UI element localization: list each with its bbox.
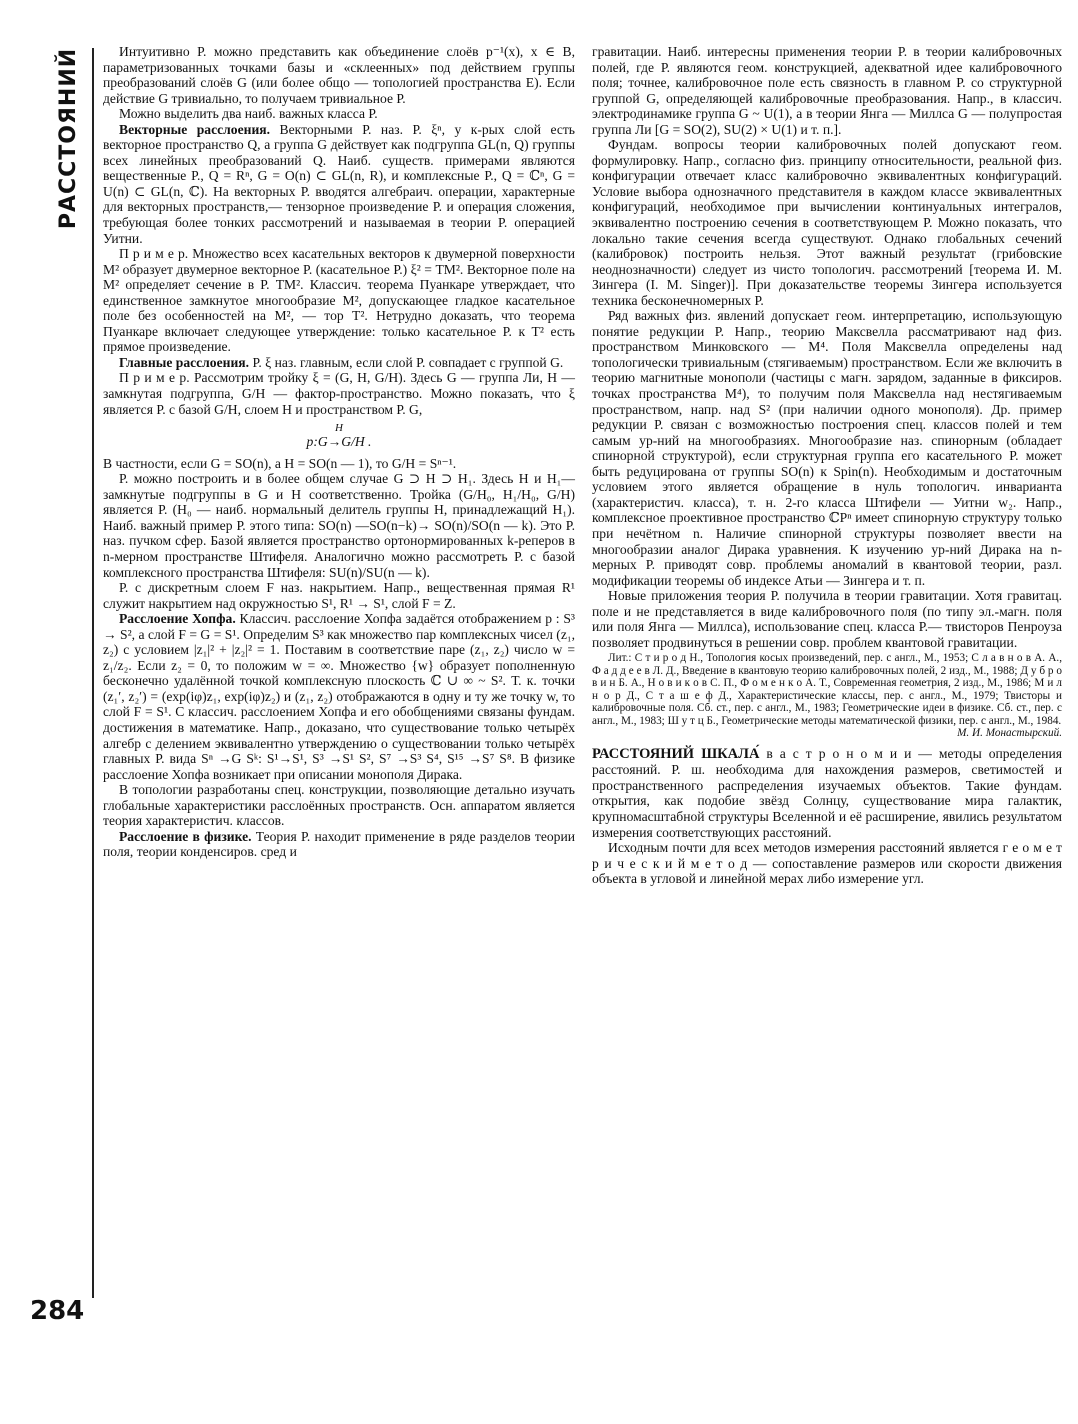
left-column: [103, 44, 575, 860]
paragraph: [592, 137, 1062, 308]
entry-text: в а с т р о н о м и и — методы определения расстояний. Р. ш. необходима для нахождения размеров, светимостей и пространственного распределения изучаемых объектов. Такие фундам. открытия, как подобие звёзд Солнцу, существование мира галактик, крупномасштабной структуры Вселенной и её расширение, явились результатом измерения соответствующих расстояний.: [592, 745, 1062, 840]
paragraph: [103, 611, 575, 782]
paragraph-text: Ряд важных физ. явлений допускает геом. интерпретацию, использующую понятие редукции Р. Напр., теорию Максвелла рассматривают над физ. пространством Минковского — M⁴. Поля Максвелла определены над топологически тривиальным (стягиваемым) пространством. Если же включить в теорию магнитные монополи (частицы с магн. зарядом, заданные в фиксиров. точках пространства M⁴), то получим поля Максвелла над нестягиваемым пространством, напр. над S² (при наличии одного монополя). Др. пример редукции Р. связан с возможностью построения спец. классов полей и тем самым ур-ний на многообразиях. Многообразие наз. спинорным (обладает спинорной структурой), если структурная группа его касательного Р. может быть редуцирована от группы SO(n) к Spin(n). Необходимым и достаточным условием этого является обращение в нуль топологич. инварианта (характеристич. класса), т. н. 2-го класса Штифели — Уитни w₂. Напр., комплексное проективное пространство ℂPⁿ имеет спинорную структуру только при нечётном n. Наличие спинорной структуры позволяет ввести на многообразии аналог Дирака уравнения. К изучению ур-ний Дирака на n-мерных Р. приводят совр. проблемы аномалий в квантовой теории, разл. модификации теоремы об индексе Атьи — Зингера и т. п.: [592, 308, 1062, 588]
paragraph: [103, 370, 575, 417]
article-author: М. И. Монастырский.: [957, 727, 1062, 740]
encyclopedia-entry: [592, 746, 1062, 840]
paragraph: [103, 44, 575, 106]
paragraph: [103, 829, 575, 860]
paragraph-text: В частности, если G = SO(n), а H = SO(n — 1), то G/H = Sⁿ⁻¹.: [103, 455, 457, 471]
paragraph-text: Фундам. вопросы теории калибровочных полей допускают геом. формулировку. Напр., согласно физ. принципу относительности, реальной физ. конфигурации отвечает класс калибровочно эквивалентных конфигураций. Условие выбора однозначного представителя в каждом классе эквивалентных конфигураций, необходимое при вычислении континуальных интегралов, эквивалентно построению сечения в соответствующем Р. Можно показать, что локально такие сечения всегда существуют. Однако глобальных сечений (калибровок) построить нельзя. Этот важный результат (грибовские неоднозначности) следует из чисто топологич. рассмотрений [теорема И. М. Зингера (I. M. Singer)]. При доказательстве теоремы Зингера используется техника бесконечномерных Р.: [592, 137, 1062, 308]
entry-term: РАССТОЯНИЙ ШКАЛА́: [592, 745, 760, 762]
subsection-heading: Векторные расслоения.: [119, 121, 271, 137]
bibliography: [592, 652, 1062, 740]
formula: [103, 423, 575, 450]
right-column: [592, 44, 1062, 887]
page-number: 284: [30, 1296, 85, 1326]
paragraph: [103, 456, 575, 472]
subsection-heading: Расслоение Хопфа.: [119, 611, 236, 627]
paragraph-text: Можно выделить два наиб. важных класса Р.: [119, 106, 378, 122]
paragraph: [592, 588, 1062, 650]
paragraph-text: П р и м е р. Множество всех касательных векторов к двумерной поверхности M² образует двумерное векторное Р. (касательное Р.) ξ² = TM². Векторное поле на M² определяет сечение в Р. TM². Классич. теорема Пуанкаре утверждает, что единственное замкнутое многообразие M², допускающее гладкое касательное поле без особенностей на M², — тор T². Нетрудно доказать, что теорема Пуанкаре включает следующее утверждение: только касательное Р. к T² есть прямое произведение.: [103, 246, 575, 355]
paragraph-text: В топологии разработаны спец. конструкции, позволяющие детально изучать глобальные характеристики расслоённых пространств. Осн. аппаратом является теория характеристич. классов.: [103, 782, 575, 829]
paragraph-text: гравитации. Наиб. интересны применения теории Р. в теории калибровочных полей, где Р. являются геом. конструкцией, адекватной идее калибровочного поля; точнее, калибровочное поле есть связность в главном Р. со структурной группой G, определяющей калибровочные преобразования. Напр., в классич. электродинамике группа G ~ U(1), а в теории Янга — Миллса G — полупростая группа Ли [G = SO(2), SU(2) × U(1) и т. п.].: [592, 44, 1062, 137]
paragraph-text: Новые приложения теория Р. получила в теории гравитации. Хотя гравитац. поле и не представляется в виде калибровочного поля (по типу эл.-магн. поля или поля Янга — Миллса), использование спец. класса Р.— твисторов Пенроуза позволяет продвинуться в решении совр. проблем квантовой гравитации.: [592, 588, 1062, 650]
paragraph: [103, 782, 575, 829]
formula-text: p:G→G/H .: [306, 434, 372, 450]
paragraph-text: Теория Р. находит применение в ряде разделов теории поля, теории конденсиров. сред и: [103, 828, 576, 860]
paragraph-text: Исходным почти для всех методов измерения расстояний является г е о м е т р и ч е с к и й м е т о д — сопоставление размеров или скорости движения объекта в угловой и линейной мерах либо измерение угл.: [592, 840, 1062, 887]
paragraph: [103, 122, 575, 246]
paragraph-text: П р и м е р. Рассмотрим тройку ξ = (G, H, G/H). Здесь G — группа Ли, H — замкнутая подгруппа, G/H — фактор-пространство. Можно показать, что ξ является Р. с базой G/H, слоем H и пространством Р. G,: [103, 370, 575, 417]
paragraph: [592, 44, 1062, 137]
formula-superscript: H: [335, 422, 343, 435]
paragraph-text: Р. ξ наз. главным, если слой Р. совпадает с группой G.: [249, 354, 564, 370]
paragraph: [592, 840, 1062, 887]
paragraph-text: Интуитивно Р. можно представить как объединение слоёв p⁻¹(x), x ∈ B, параметризованных точками базы и «склеенных» под действием группы преобразований слоёв G (или более общо — топологией пространства E). Если действие G тривиально, то получаем тривиальное Р.: [103, 44, 575, 106]
paragraph: [103, 246, 575, 355]
subsection-heading: Расслоение в физике.: [119, 828, 252, 844]
paragraph: [103, 355, 575, 371]
paragraph-text: Р. с дискретным слоем F наз. накрытием. Напр., вещественная прямая R¹ служит накрытием над окружностью S¹, R¹ → S¹, слой F = Z.: [103, 580, 575, 611]
bibliography-text: Лит.: С т и р о д Н., Топология косых произведений, пер. с англ., М., 1953; С л а в н о в А. А., Ф а д д е е в Л. Д., Введение в квантовую теорию калибровочных полей, 2 изд., М., 1988; Д у б р о в и н Б. А., Н о в и к о в С. П., Ф о м е н к о А. Т., Современная геометрия, 2 изд., М., 1986; М и л н о р Д., С т а ш е ф Д., Характеристические классы, пер. с англ., М., 1979; Твисторы и калибровочные поля. Сб. ст., пер. с англ., М., 1983; Геометрические идеи в физике. Сб. ст., пер. с англ., М., 1983; Ш у т ц Б., Геометрические методы математической физики, пер. с англ., М., 1984.: [592, 652, 1062, 727]
paragraph: [103, 106, 575, 122]
paragraph: [103, 580, 575, 611]
paragraph: [103, 471, 575, 580]
paragraph-text: Р. можно построить и в более общем случае G ⊃ H ⊃ H₁. Здесь H и H₁— замкнутые подгруппы в G и H соответственно. Тройка (G/H₀, H₁/H₀, G/H) является Р. (H₀ — наиб. нормальный делитель группы H, принадлежащий H₁). Наиб. важный пример Р. этого типа: SO(n) —SO(n−k)→ SO(n)/SO(n — k). Это Р. наз. пучком сфер. Базой является пространство ортонормированных k-реперов в n-мерном пространстве Штифеля. Аналогично можно рассмотреть Р. с базой комплексного пространства Штифеля: SU(n)/SU(n — k).: [103, 471, 575, 580]
section-title: РАССТОЯНИЙ: [56, 47, 82, 229]
section-header: [52, 47, 86, 229]
paragraph: [592, 308, 1062, 588]
paragraph-text: Классич. расслоение Хопфа задаётся отображением p : S³ → S², а слой F = G = S¹. Определим S³ как множество пар комплексных чисел (z₁, z₂) с условием |z₁|² + |z₂|² = 1. Поставим в соответствие паре (z₁, z₂) число w = z₁/z₂. Если z₂ = 0, то положим w = ∞. Множество {w} образует пополненную бесконечно удалённой точкой комплексную плоскость ℂ ∪ ∞ ~ S². Т. к. точки (z₁′, z₂′) = (exp(iφ)z₁, exp(iφ)z₂) и (z₁, z₂) отображаются в одну и ту же точку w, то слой F = S¹. С классич. расслоением Хопфа и его обобщениями связаны фундам. достижения в математике. Напр., доказано, что существование только четырёх алгебр с делением эквивалентно утверждению о существовании только четырёх главных Р. вида Sⁿ →G Sᵏ: S¹→S¹, S³ →S¹ S², S⁷ →S³ S⁴, S¹⁵ →S⁷ S⁸. В физике расслоение Хопфа возникает при описании монополя Дирака.: [103, 611, 575, 782]
paragraph-text: Векторными Р. наз. Р. ξⁿ, у к-рых слой есть векторное пространство Q, а группа G действует как подгруппа GL(n, Q) группы всех линейных преобразований Q. Наиб. существ. примерами являются вещественные Р., Q = Rⁿ, G = O(n) ⊂ GL(n, R), и комплексные Р., Q = ℂⁿ, G = U(n) ⊂ GL(n, ℂ). На векторных Р. вводятся алгебраич. операции, характерные для векторных пространств,— тензорное произведение Р. и операция сложения, требующая более тонких рассмотрений и называемая в теории Р. операцией Уитни.: [103, 121, 575, 246]
margin-rule: [92, 48, 94, 1298]
subsection-heading: Главные расслоения.: [119, 354, 250, 370]
